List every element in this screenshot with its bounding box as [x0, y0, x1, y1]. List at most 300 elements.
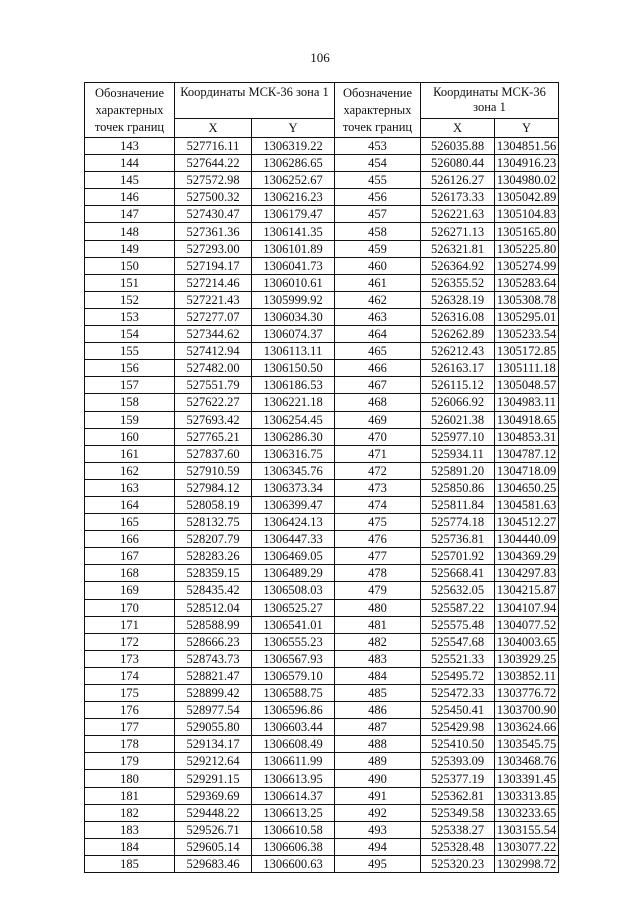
y-value-left: 1306101.89	[252, 240, 335, 257]
x-value-left: 528666.23	[175, 633, 252, 650]
y-value-left: 1306508.03	[252, 582, 335, 599]
point-id-right: 480	[335, 599, 421, 616]
coordinates-table-body	[85, 138, 559, 873]
x-value-left: 527221.43	[175, 291, 252, 308]
x-header-right: X	[421, 119, 495, 138]
x-value-right: 526316.08	[421, 308, 495, 325]
y-value-right: 1303077.22	[495, 838, 559, 855]
point-id-left: 155	[85, 343, 175, 360]
table-row	[85, 394, 559, 411]
y-value-right: 1304077.52	[495, 616, 559, 633]
table-row	[85, 274, 559, 291]
table-row	[85, 650, 559, 667]
point-id-left: 174	[85, 667, 175, 684]
x-value-left: 527984.12	[175, 479, 252, 496]
x-value-right: 526173.33	[421, 189, 495, 206]
point-id-left: 185	[85, 855, 175, 872]
y-value-left: 1306141.35	[252, 223, 335, 240]
table-row	[85, 206, 559, 223]
point-id-right: 479	[335, 582, 421, 599]
point-id-left: 150	[85, 257, 175, 274]
table-row	[85, 257, 559, 274]
x-value-left: 527910.59	[175, 462, 252, 479]
table-row	[85, 428, 559, 445]
x-value-left: 527482.00	[175, 360, 252, 377]
point-id-left: 163	[85, 479, 175, 496]
x-value-right: 525472.33	[421, 685, 495, 702]
y-value-left: 1306216.23	[252, 189, 335, 206]
table-row	[85, 821, 559, 838]
y-value-right: 1305165.80	[495, 223, 559, 240]
x-value-left: 528743.73	[175, 650, 252, 667]
table-row	[85, 462, 559, 479]
y-value-right: 1304215.87	[495, 582, 559, 599]
y-value-right: 1303313.85	[495, 787, 559, 804]
y-value-left: 1306186.53	[252, 377, 335, 394]
point-id-right: 457	[335, 206, 421, 223]
point-id-left: 166	[85, 531, 175, 548]
point-id-left: 165	[85, 514, 175, 531]
page-number: 106	[310, 50, 330, 65]
x-value-right: 525668.41	[421, 565, 495, 582]
table-row	[85, 138, 559, 155]
x-value-left: 527430.47	[175, 206, 252, 223]
point-id-right: 477	[335, 548, 421, 565]
y-value-left: 1306399.47	[252, 496, 335, 513]
y-value-right: 1304853.31	[495, 428, 559, 445]
y-value-left: 1306010.61	[252, 274, 335, 291]
table-row	[85, 838, 559, 855]
point-id-right: 466	[335, 360, 421, 377]
x-value-right: 525410.50	[421, 736, 495, 753]
x-value-left: 527500.32	[175, 189, 252, 206]
y-value-left: 1306074.37	[252, 326, 335, 343]
x-value-left: 527344.62	[175, 326, 252, 343]
table-row	[85, 343, 559, 360]
point-id-right: 456	[335, 189, 421, 206]
x-value-right: 526212.43	[421, 343, 495, 360]
table-row	[85, 804, 559, 821]
x-value-left: 529526.71	[175, 821, 252, 838]
x-header-left: X	[175, 119, 252, 138]
x-value-right: 526221.63	[421, 206, 495, 223]
x-value-right: 526163.17	[421, 360, 495, 377]
point-id-left: 183	[85, 821, 175, 838]
table-row	[85, 360, 559, 377]
x-value-right: 525362.81	[421, 787, 495, 804]
point-id-left: 156	[85, 360, 175, 377]
y-value-left: 1306611.99	[252, 753, 335, 770]
x-value-left: 528283.26	[175, 548, 252, 565]
x-value-left: 528058.19	[175, 496, 252, 513]
table-row	[85, 719, 559, 736]
x-value-left: 528207.79	[175, 531, 252, 548]
y-value-right: 1304718.09	[495, 462, 559, 479]
x-value-right: 526021.38	[421, 411, 495, 428]
y-value-left: 1306613.95	[252, 770, 335, 787]
x-value-left: 527551.79	[175, 377, 252, 394]
y-value-right: 1305048.57	[495, 377, 559, 394]
x-value-right: 526115.12	[421, 377, 495, 394]
y-value-left: 1306373.34	[252, 479, 335, 496]
point-label-header-right: Обозначение характерных точек границ	[335, 83, 421, 138]
point-id-left: 170	[85, 599, 175, 616]
table-row	[85, 548, 559, 565]
point-id-left: 173	[85, 650, 175, 667]
x-value-right: 526262.89	[421, 326, 495, 343]
x-value-right: 525338.27	[421, 821, 495, 838]
table-row	[85, 855, 559, 872]
point-id-left: 176	[85, 702, 175, 719]
point-id-right: 491	[335, 787, 421, 804]
point-id-right: 478	[335, 565, 421, 582]
point-id-left: 181	[85, 787, 175, 804]
x-value-right: 525891.20	[421, 462, 495, 479]
y-value-left: 1306286.30	[252, 428, 335, 445]
coord-group-header-left: Координаты МСК-36 зона 1	[175, 83, 335, 119]
table-row	[85, 514, 559, 531]
y-value-left: 1306555.23	[252, 633, 335, 650]
y-value-right: 1305111.18	[495, 360, 559, 377]
point-id-left: 158	[85, 394, 175, 411]
point-id-right: 487	[335, 719, 421, 736]
y-value-right: 1304980.02	[495, 172, 559, 189]
x-value-left: 528359.15	[175, 565, 252, 582]
point-id-right: 455	[335, 172, 421, 189]
point-id-left: 175	[85, 685, 175, 702]
y-value-left: 1306252.67	[252, 172, 335, 189]
x-value-right: 525701.92	[421, 548, 495, 565]
x-value-right: 526328.19	[421, 291, 495, 308]
x-value-left: 527693.42	[175, 411, 252, 428]
point-id-right: 475	[335, 514, 421, 531]
y-value-right: 1303700.90	[495, 702, 559, 719]
point-id-right: 468	[335, 394, 421, 411]
point-id-left: 147	[85, 206, 175, 223]
point-id-left: 171	[85, 616, 175, 633]
y-value-right: 1303624.66	[495, 719, 559, 736]
point-id-left: 153	[85, 308, 175, 325]
table-row	[85, 445, 559, 462]
point-id-right: 492	[335, 804, 421, 821]
y-value-right: 1304851.56	[495, 138, 559, 155]
point-id-left: 152	[85, 291, 175, 308]
y-value-left: 1306041.73	[252, 257, 335, 274]
y-value-left: 1306316.75	[252, 445, 335, 462]
x-value-left: 528588.99	[175, 616, 252, 633]
x-value-right: 525495.72	[421, 667, 495, 684]
y-value-right: 1304107.94	[495, 599, 559, 616]
x-value-left: 528899.42	[175, 685, 252, 702]
y-value-left: 1306610.58	[252, 821, 335, 838]
y-value-right: 1304983.11	[495, 394, 559, 411]
x-value-left: 527572.98	[175, 172, 252, 189]
x-value-left: 527837.60	[175, 445, 252, 462]
y-value-left: 1306345.76	[252, 462, 335, 479]
point-id-right: 474	[335, 496, 421, 513]
point-id-left: 162	[85, 462, 175, 479]
y-value-left: 1306608.49	[252, 736, 335, 753]
point-id-right: 476	[335, 531, 421, 548]
y-value-right: 1305274.99	[495, 257, 559, 274]
table-row	[85, 155, 559, 172]
point-id-right: 462	[335, 291, 421, 308]
point-id-right: 485	[335, 685, 421, 702]
x-value-left: 527644.22	[175, 155, 252, 172]
point-id-right: 453	[335, 138, 421, 155]
point-id-right: 454	[335, 155, 421, 172]
x-value-right: 525934.11	[421, 445, 495, 462]
y-value-right: 1304297.83	[495, 565, 559, 582]
table-row	[85, 753, 559, 770]
y-value-right: 1305233.54	[495, 326, 559, 343]
point-id-right: 458	[335, 223, 421, 240]
y-value-right: 1305172.85	[495, 343, 559, 360]
x-value-right: 525575.48	[421, 616, 495, 633]
point-id-left: 168	[85, 565, 175, 582]
point-label-header-left: Обозначение характерных точек границ	[85, 83, 175, 138]
y-value-left: 1306319.22	[252, 138, 335, 155]
x-value-right: 526080.44	[421, 155, 495, 172]
y-value-right: 1303155.54	[495, 821, 559, 838]
point-id-right: 469	[335, 411, 421, 428]
y-value-left: 1306588.75	[252, 685, 335, 702]
point-id-left: 149	[85, 240, 175, 257]
y-value-left: 1306596.86	[252, 702, 335, 719]
table-row	[85, 377, 559, 394]
y-value-right: 1304369.29	[495, 548, 559, 565]
y-value-left: 1306286.65	[252, 155, 335, 172]
x-value-left: 528977.54	[175, 702, 252, 719]
table-row	[85, 189, 559, 206]
x-value-right: 526355.52	[421, 274, 495, 291]
y-value-right: 1303233.65	[495, 804, 559, 821]
point-id-right: 490	[335, 770, 421, 787]
point-id-right: 460	[335, 257, 421, 274]
y-value-left: 1306489.29	[252, 565, 335, 582]
x-value-left: 529212.64	[175, 753, 252, 770]
x-value-right: 525450.41	[421, 702, 495, 719]
point-id-right: 471	[335, 445, 421, 462]
y-value-right: 1304918.65	[495, 411, 559, 428]
point-id-left: 178	[85, 736, 175, 753]
point-id-right: 459	[335, 240, 421, 257]
point-id-right: 461	[335, 274, 421, 291]
point-id-left: 184	[85, 838, 175, 855]
y-value-right: 1305283.64	[495, 274, 559, 291]
x-value-left: 529448.22	[175, 804, 252, 821]
x-value-left: 527412.94	[175, 343, 252, 360]
point-id-right: 473	[335, 479, 421, 496]
point-id-left: 143	[85, 138, 175, 155]
point-id-right: 488	[335, 736, 421, 753]
table-row	[85, 736, 559, 753]
y-value-left: 1306600.63	[252, 855, 335, 872]
point-id-right: 494	[335, 838, 421, 855]
table-row	[85, 582, 559, 599]
x-value-right: 525320.23	[421, 855, 495, 872]
table-row	[85, 565, 559, 582]
point-id-right: 482	[335, 633, 421, 650]
x-value-left: 529605.14	[175, 838, 252, 855]
point-id-left: 148	[85, 223, 175, 240]
y-value-left: 1306254.45	[252, 411, 335, 428]
table-row	[85, 599, 559, 616]
point-id-right: 464	[335, 326, 421, 343]
x-value-left: 529055.80	[175, 719, 252, 736]
y-value-right: 1304650.25	[495, 479, 559, 496]
x-value-left: 527194.17	[175, 257, 252, 274]
y-value-right: 1302998.72	[495, 855, 559, 872]
y-value-right: 1304003.65	[495, 633, 559, 650]
y-value-left: 1306447.33	[252, 531, 335, 548]
point-id-right: 470	[335, 428, 421, 445]
y-value-left: 1306606.38	[252, 838, 335, 855]
table-row	[85, 770, 559, 787]
y-value-left: 1306613.25	[252, 804, 335, 821]
y-value-left: 1306150.50	[252, 360, 335, 377]
x-value-right: 525521.33	[421, 650, 495, 667]
x-value-right: 525328.48	[421, 838, 495, 855]
point-id-right: 486	[335, 702, 421, 719]
x-value-right: 526321.81	[421, 240, 495, 257]
y-value-left: 1306113.11	[252, 343, 335, 360]
table-row	[85, 496, 559, 513]
x-value-right: 525429.98	[421, 719, 495, 736]
point-id-left: 161	[85, 445, 175, 462]
table-row	[85, 240, 559, 257]
y-value-left: 1306579.10	[252, 667, 335, 684]
table-row	[85, 291, 559, 308]
point-id-left: 179	[85, 753, 175, 770]
point-id-left: 177	[85, 719, 175, 736]
y-value-left: 1306469.05	[252, 548, 335, 565]
table-row	[85, 172, 559, 189]
point-id-right: 463	[335, 308, 421, 325]
x-value-left: 528512.04	[175, 599, 252, 616]
table-row	[85, 411, 559, 428]
y-value-right: 1303776.72	[495, 685, 559, 702]
y-value-left: 1306221.18	[252, 394, 335, 411]
y-value-right: 1304512.27	[495, 514, 559, 531]
y-value-right: 1303929.25	[495, 650, 559, 667]
y-value-right: 1304787.12	[495, 445, 559, 462]
y-value-right: 1305225.80	[495, 240, 559, 257]
x-value-right: 526126.27	[421, 172, 495, 189]
y-value-right: 1303852.11	[495, 667, 559, 684]
y-header-right: Y	[495, 119, 559, 138]
point-id-right: 472	[335, 462, 421, 479]
point-id-right: 484	[335, 667, 421, 684]
x-value-left: 527361.36	[175, 223, 252, 240]
point-id-right: 495	[335, 855, 421, 872]
y-value-right: 1303391.45	[495, 770, 559, 787]
point-id-right: 481	[335, 616, 421, 633]
point-id-right: 489	[335, 753, 421, 770]
x-value-left: 529683.46	[175, 855, 252, 872]
y-value-left: 1306603.44	[252, 719, 335, 736]
x-value-left: 528435.42	[175, 582, 252, 599]
table-row	[85, 479, 559, 496]
y-value-left: 1306567.93	[252, 650, 335, 667]
x-value-right: 525349.58	[421, 804, 495, 821]
point-id-left: 145	[85, 172, 175, 189]
x-value-left: 527277.07	[175, 308, 252, 325]
y-value-right: 1304581.63	[495, 496, 559, 513]
x-value-left: 529134.17	[175, 736, 252, 753]
table-row	[85, 223, 559, 240]
point-id-left: 167	[85, 548, 175, 565]
x-value-right: 525547.68	[421, 633, 495, 650]
coordinates-table	[84, 82, 559, 873]
x-value-right: 525774.18	[421, 514, 495, 531]
point-id-left: 182	[85, 804, 175, 821]
point-id-left: 180	[85, 770, 175, 787]
point-id-left: 151	[85, 274, 175, 291]
x-value-left: 527214.46	[175, 274, 252, 291]
table-row	[85, 633, 559, 650]
x-value-right: 526364.92	[421, 257, 495, 274]
point-id-left: 172	[85, 633, 175, 650]
x-value-left: 527622.27	[175, 394, 252, 411]
x-value-right: 525736.81	[421, 531, 495, 548]
y-value-right: 1305104.83	[495, 206, 559, 223]
y-value-left: 1306614.37	[252, 787, 335, 804]
point-id-right: 465	[335, 343, 421, 360]
point-id-left: 160	[85, 428, 175, 445]
x-value-right: 525632.05	[421, 582, 495, 599]
y-value-right: 1303468.76	[495, 753, 559, 770]
x-value-left: 527716.11	[175, 138, 252, 155]
y-value-right: 1304916.23	[495, 155, 559, 172]
y-value-left: 1306034.30	[252, 308, 335, 325]
x-value-left: 527293.00	[175, 240, 252, 257]
x-value-right: 525977.10	[421, 428, 495, 445]
x-value-right: 526271.13	[421, 223, 495, 240]
y-value-right: 1304440.09	[495, 531, 559, 548]
y-value-left: 1306179.47	[252, 206, 335, 223]
coord-group-header-right: Координаты МСК-36 зона 1	[421, 83, 559, 119]
point-id-right: 483	[335, 650, 421, 667]
table-row	[85, 667, 559, 684]
x-value-right: 526035.88	[421, 138, 495, 155]
point-id-left: 144	[85, 155, 175, 172]
point-id-right: 493	[335, 821, 421, 838]
x-value-right: 525377.19	[421, 770, 495, 787]
x-value-right: 525393.09	[421, 753, 495, 770]
table-row	[85, 308, 559, 325]
y-value-left: 1305999.92	[252, 291, 335, 308]
y-value-left: 1306525.27	[252, 599, 335, 616]
y-value-right: 1305042.89	[495, 189, 559, 206]
point-id-left: 169	[85, 582, 175, 599]
y-value-left: 1306424.13	[252, 514, 335, 531]
x-value-left: 528132.75	[175, 514, 252, 531]
point-id-left: 157	[85, 377, 175, 394]
x-value-left: 529291.15	[175, 770, 252, 787]
y-value-right: 1305295.01	[495, 308, 559, 325]
x-value-left: 528821.47	[175, 667, 252, 684]
x-value-left: 527765.21	[175, 428, 252, 445]
x-value-right: 526066.92	[421, 394, 495, 411]
point-id-left: 159	[85, 411, 175, 428]
y-value-left: 1306541.01	[252, 616, 335, 633]
y-value-right: 1303545.75	[495, 736, 559, 753]
point-id-left: 154	[85, 326, 175, 343]
x-value-left: 529369.69	[175, 787, 252, 804]
table-row	[85, 702, 559, 719]
point-id-left: 164	[85, 496, 175, 513]
